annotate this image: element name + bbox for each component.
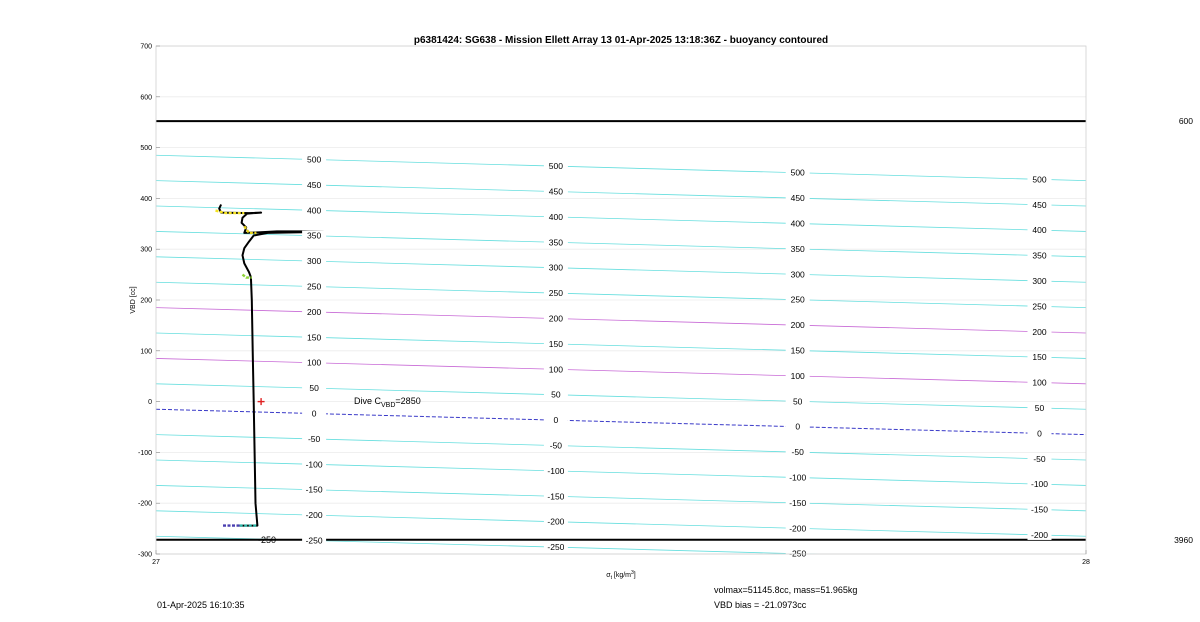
contour-label: 100 bbox=[307, 357, 322, 368]
contour-label: 400 bbox=[548, 211, 563, 222]
y-tick-label: -100 bbox=[137, 449, 152, 457]
contour-label: 350 bbox=[307, 230, 322, 241]
limit-line-label: 600 bbox=[1178, 116, 1193, 127]
contour-label: 300 bbox=[548, 262, 563, 273]
y-tick-label: -300 bbox=[137, 551, 152, 559]
y-tick-label: 100 bbox=[140, 348, 152, 356]
contour-label: 500 bbox=[548, 161, 563, 172]
y-axis-label: VBD [cc] bbox=[130, 286, 137, 314]
contour-label: -50 bbox=[307, 433, 321, 444]
contour-label: 100 bbox=[548, 364, 563, 375]
contour-label: 350 bbox=[790, 243, 805, 254]
contour-label: 150 bbox=[307, 332, 322, 343]
contour-label: 500 bbox=[307, 154, 322, 165]
contour-label: 500 bbox=[790, 167, 805, 178]
x-tick-label: 28 bbox=[1082, 559, 1090, 566]
x-tick-label: 27 bbox=[152, 559, 160, 566]
contour-label: 300 bbox=[307, 256, 322, 267]
y-tick-label: 400 bbox=[140, 195, 152, 203]
y-tick-label: 300 bbox=[140, 246, 152, 254]
contour-label: -150 bbox=[1030, 504, 1049, 515]
contour-label: -250 bbox=[547, 542, 565, 553]
contour-label: -50 bbox=[791, 447, 804, 458]
limit-line-label: 3960 bbox=[1174, 534, 1193, 545]
contour-label: 200 bbox=[790, 320, 805, 331]
contour-label: -50 bbox=[549, 440, 563, 451]
contour-label: 100 bbox=[790, 370, 805, 381]
contour-label: 350 bbox=[1032, 250, 1047, 261]
y-tick-label: 600 bbox=[140, 94, 152, 102]
contour-label: 50 bbox=[1034, 402, 1045, 413]
contour-label: 450 bbox=[307, 179, 322, 190]
contour-label: 0 bbox=[1037, 428, 1042, 439]
contour-label: -150 bbox=[547, 491, 565, 502]
contour-label: -200 bbox=[305, 510, 323, 521]
contour-label: 250 bbox=[548, 288, 563, 299]
contour-label: -250 bbox=[789, 548, 807, 559]
y-tick-label: 0 bbox=[148, 399, 152, 407]
footer-timestamp: 01-Apr-2025 16:10:35 bbox=[157, 600, 245, 610]
contour-label: 50 bbox=[309, 383, 319, 394]
footer-volmax: volmax=51145.8cc, mass=51.965kg bbox=[714, 585, 858, 595]
contour-label: -100 bbox=[547, 465, 565, 476]
y-tick-label: 200 bbox=[140, 297, 152, 305]
contour-label: 250 bbox=[790, 294, 805, 305]
contour-label: 50 bbox=[792, 396, 803, 407]
contour-label: 400 bbox=[307, 205, 322, 216]
footer-vbd-bias: VBD bias = -21.0973cc bbox=[714, 600, 807, 610]
y-tick-label: -200 bbox=[137, 500, 152, 508]
contour-label: 100 bbox=[1032, 377, 1047, 388]
contour-label: 450 bbox=[548, 186, 563, 197]
contour-label: -150 bbox=[305, 484, 323, 495]
contour-label: -100 bbox=[1030, 479, 1049, 490]
contour-label: -200 bbox=[789, 523, 807, 534]
contour-label: 50 bbox=[551, 389, 561, 400]
y-tick-label: 700 bbox=[140, 43, 152, 51]
contour-label: 200 bbox=[1032, 326, 1047, 337]
contour-label: -100 bbox=[789, 472, 807, 483]
contour-label: 350 bbox=[548, 237, 563, 248]
contour-label: -50 bbox=[1033, 453, 1046, 464]
dive-annotation: Dive $C_{VBD}=2850$ bbox=[354, 396, 421, 409]
bottom-contour-label: -250 bbox=[257, 535, 277, 545]
contour-label: -200 bbox=[1030, 529, 1049, 540]
contour-label: 300 bbox=[790, 269, 805, 280]
contour-label: -150 bbox=[789, 497, 807, 508]
contour-label: -100 bbox=[305, 459, 323, 470]
y-tick-label: 500 bbox=[140, 145, 152, 153]
contour-label: 150 bbox=[790, 345, 805, 356]
x-axis-label: $\sigma_t$ $[kg/m^3]$ bbox=[606, 570, 636, 581]
contour-label: 150 bbox=[548, 338, 563, 349]
contour-label: 0 bbox=[553, 415, 559, 426]
contour-label: 400 bbox=[1032, 225, 1047, 236]
chart-title: p6381424: SG638 - Mission Ellett Array 13 01-Apr-2025 13:18:36Z - buoyancy contoured bbox=[413, 35, 829, 46]
contour-label: 0 bbox=[795, 421, 801, 432]
contour-label: 400 bbox=[790, 218, 805, 229]
contour-label: -200 bbox=[547, 516, 565, 527]
contour-label: 200 bbox=[307, 306, 322, 317]
contour-label: 300 bbox=[1032, 275, 1047, 286]
contour-label: 200 bbox=[548, 313, 563, 324]
contour-label: 500 bbox=[1032, 174, 1047, 185]
contour-label: -250 bbox=[305, 535, 323, 546]
contour-label: 450 bbox=[1032, 199, 1047, 210]
contour-label: 150 bbox=[1032, 352, 1047, 363]
contour-label: 250 bbox=[307, 281, 322, 292]
contour-label: 0 bbox=[311, 408, 317, 419]
contour-label: 250 bbox=[1032, 301, 1047, 312]
contour-label: 450 bbox=[790, 193, 805, 204]
